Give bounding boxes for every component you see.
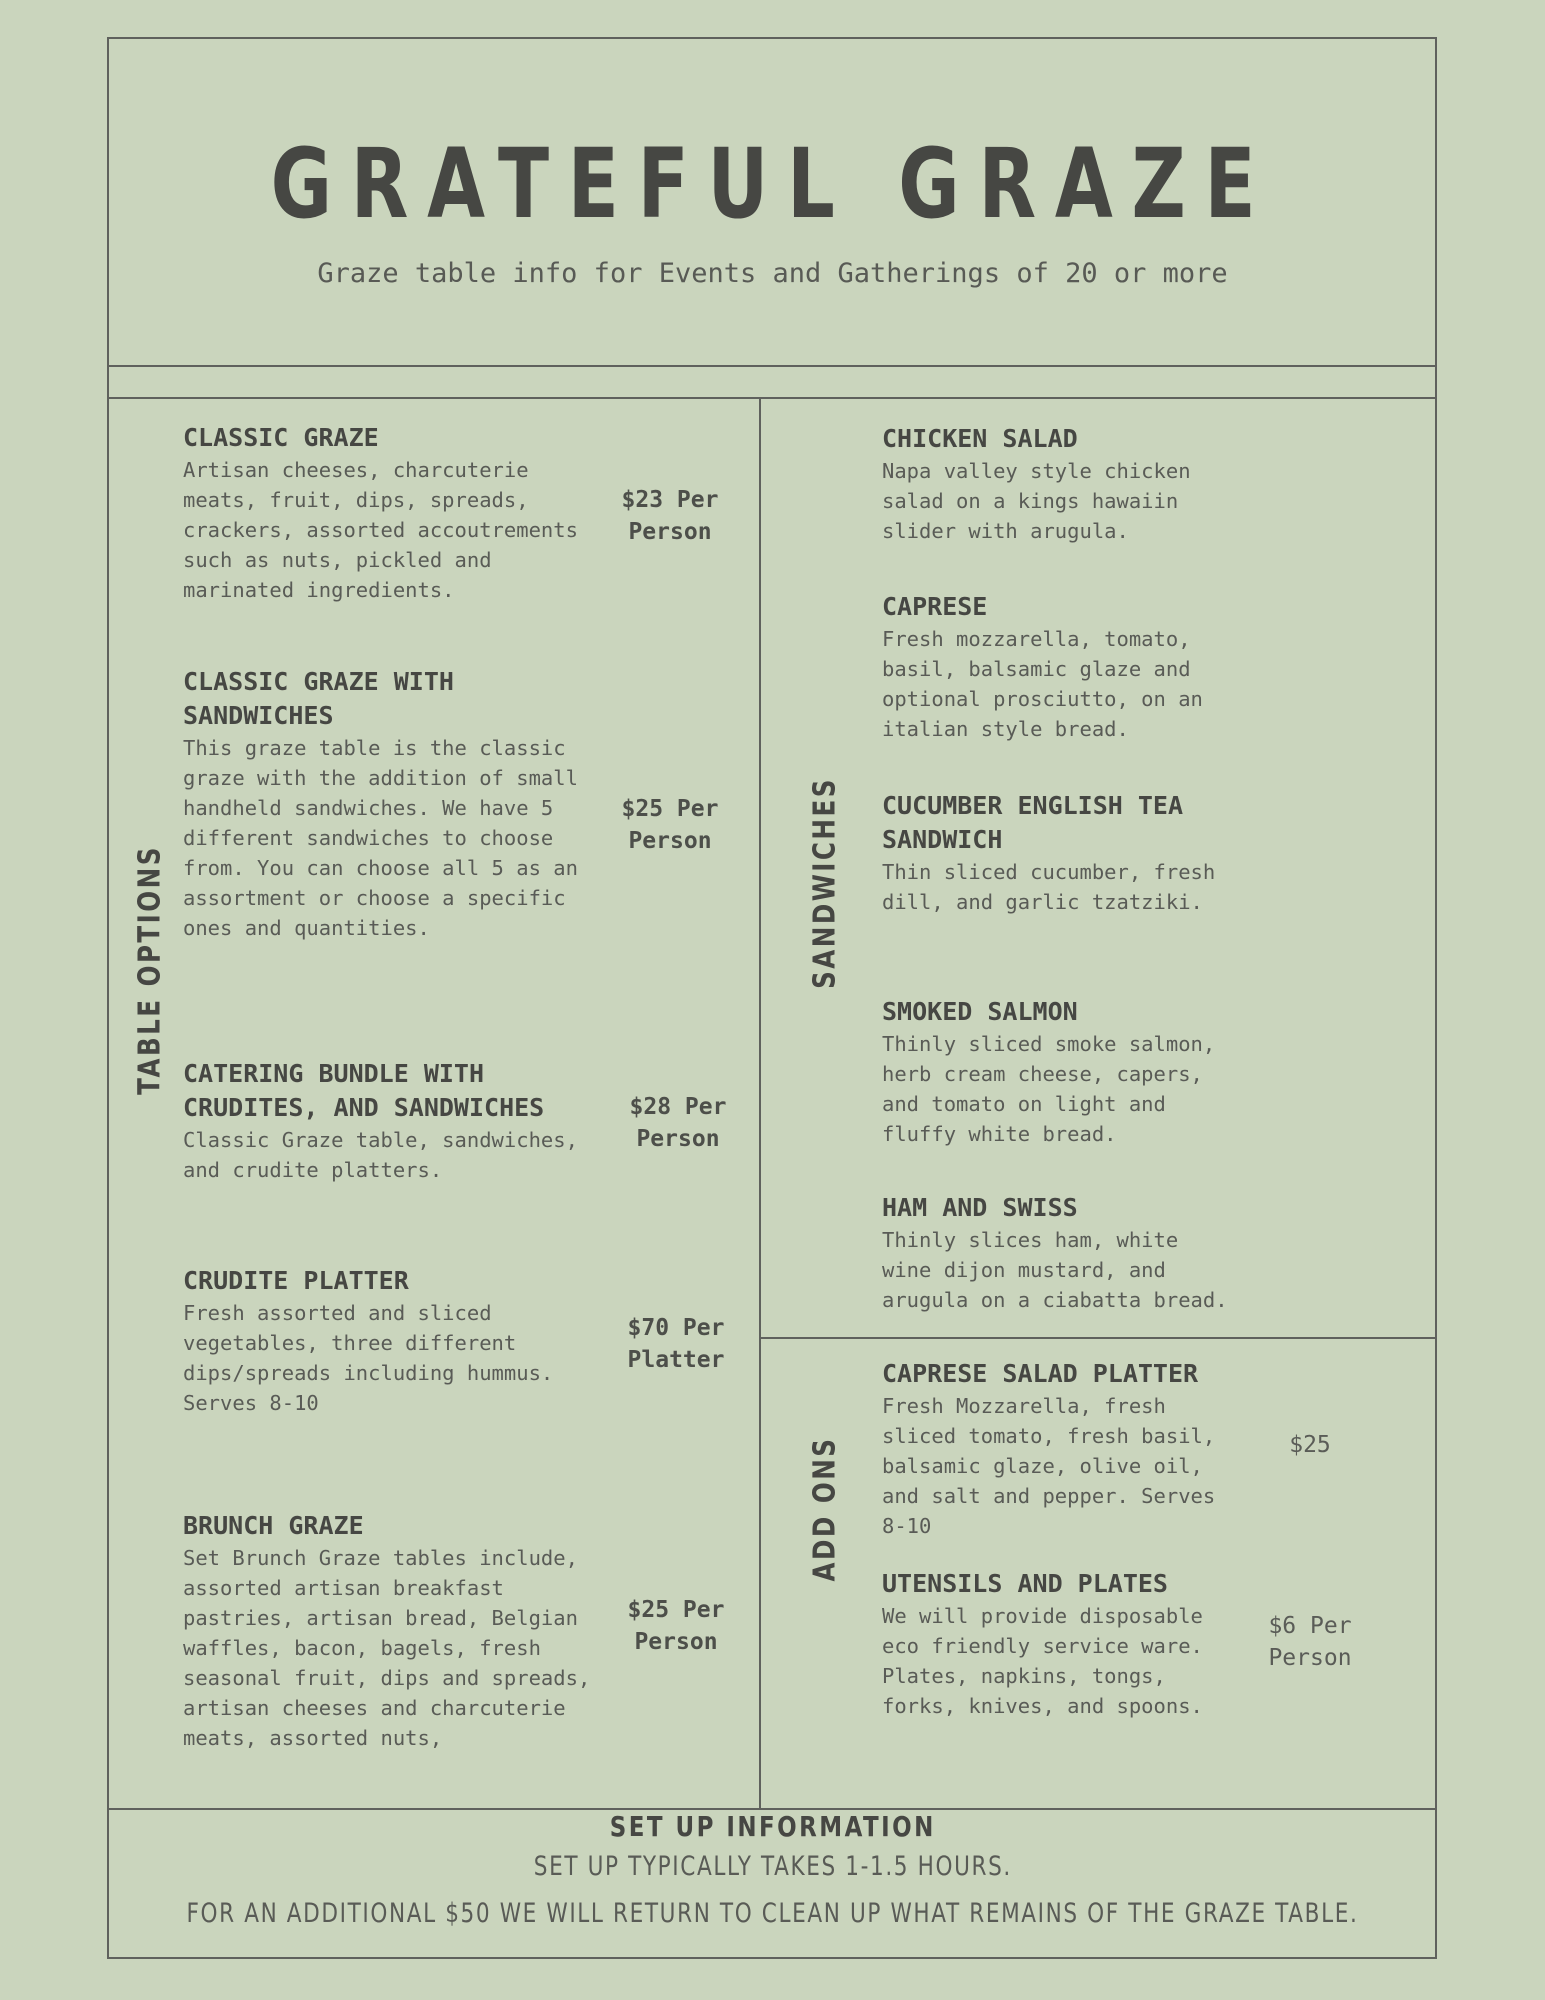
item-description: Artisan cheeses, charcuterie meats, fruit, dips, spreads, crackers, assorted accoutrements such as nuts, pickled and marinated ingredients.	[183, 458, 578, 602]
menu-item-classic-graze-sandwiches	[183, 665, 613, 943]
sandwich-chicken-salad	[882, 422, 1402, 546]
setup-cleanup: FOR AN ADDITIONAL $50 WE WILL RETURN TO CLEAN UP WHAT REMAINS OF THE GRAZE TABLE.	[186, 1898, 1359, 1929]
item-title: CAPRESE SALAD PLATTER	[882, 1359, 1199, 1388]
menu-item-crudite-platter	[183, 1264, 613, 1418]
header-divider-top	[107, 365, 1437, 367]
item-price: $25 Per Person	[621, 796, 719, 854]
item-description: Fresh mozzarella, tomato, basil, balsamic glaze and optional prosciutto, on an italian style bread.	[882, 627, 1203, 741]
item-title: UTENSILS AND PLATES	[882, 1569, 1168, 1598]
item-title: CUCUMBER ENGLISH TEA SANDWICH	[882, 791, 1184, 854]
item-price: $28 Per Person	[629, 1094, 727, 1152]
menu-item-catering-bundle	[183, 1057, 613, 1185]
item-title: CRUDITE PLATTER	[183, 1266, 409, 1295]
item-title: HAM AND SWISS	[882, 1193, 1078, 1222]
menu-item-classic-graze	[183, 421, 613, 605]
item-price: $25	[1289, 1432, 1331, 1458]
add-ons-label: ADD ONS	[807, 1436, 843, 1582]
table-options-label: TABLE OPTIONS	[132, 845, 168, 1095]
item-title: CHICKEN SALAD	[882, 424, 1078, 453]
item-description: Set Brunch Graze tables include, assorted artisan breakfast pastries, artisan bread, Belgian waffles, bacon, bagels, fresh seasonal fruit, dips and spreads, artisan cheeses and charcuterie meats, assorted nuts,	[183, 1546, 591, 1750]
item-description: Thinly slices ham, white wine dijon mustard, and arugula on a ciabatta bread.	[882, 1228, 1228, 1312]
item-title: SMOKED SALMON	[882, 997, 1078, 1026]
item-description: This graze table is the classic graze with the addition of small handheld sandwiches. We have 5 different sandwiches to choose from. You can choose all 5 as an assortment or choose a specific ones and quantities.	[183, 736, 578, 940]
item-description: Classic Graze table, sandwiches, and crudite platters.	[183, 1128, 578, 1182]
item-title: CLASSIC GRAZE WITH SANDWICHES	[183, 667, 454, 730]
item-price: $70 Per Platter	[627, 1315, 725, 1373]
sandwiches-addons-divider	[760, 1337, 1437, 1339]
sandwich-smoked-salmon	[882, 995, 1402, 1149]
item-title: CLASSIC GRAZE	[183, 423, 379, 452]
header-divider-bottom	[107, 397, 1437, 399]
sandwich-cucumber-tea	[882, 789, 1402, 917]
addon-utensils-plates	[882, 1567, 1302, 1721]
item-price: $6 Per Person	[1268, 1613, 1352, 1671]
item-description: Thinly sliced smoke salmon, herb cream cheese, capers, and tomato on light and fluffy white bread.	[882, 1032, 1216, 1146]
sandwich-caprese	[882, 590, 1402, 744]
item-title: CATERING BUNDLE WITH CRUDITES, AND SANDWICHES	[183, 1059, 545, 1122]
item-price: $25 Per Person	[627, 1597, 725, 1655]
item-description: Thin sliced cucumber, fresh dill, and garlic tzatziki.	[882, 860, 1216, 914]
column-divider	[759, 397, 761, 1810]
item-price: $23 Per Person	[621, 487, 719, 545]
item-title: BRUNCH GRAZE	[183, 1511, 364, 1540]
page-title: GRATEFUL GRAZE	[270, 128, 1275, 240]
setup-duration: SET UP TYPICALLY TAKES 1-1.5 HOURS.	[533, 1851, 1012, 1882]
item-description: Napa valley style chicken salad on a kings hawaiin slider with arugula.	[882, 459, 1191, 543]
menu-item-brunch-graze	[183, 1509, 613, 1753]
item-title: CAPRESE	[882, 592, 988, 621]
sandwich-ham-swiss	[882, 1191, 1402, 1315]
item-description: Fresh assorted and sliced vegetables, three different dips/spreads including hummus. Serves 8-10	[183, 1301, 554, 1415]
item-description: Fresh Mozzarella, fresh sliced tomato, fresh basil, balsamic glaze, olive oil, and salt and pepper. Serves 8-10	[882, 1394, 1216, 1538]
sandwiches-label: SANDWICHES	[807, 777, 843, 989]
addon-caprese-salad-platter	[882, 1357, 1302, 1541]
page-subtitle: Graze table info for Events and Gatherings of 20 or more	[317, 258, 1228, 289]
item-description: We will provide disposable eco friendly service ware. Plates, napkins, tongs, forks, knives, and spoons.	[882, 1604, 1203, 1718]
setup-title: SET UP INFORMATION	[609, 1810, 936, 1843]
